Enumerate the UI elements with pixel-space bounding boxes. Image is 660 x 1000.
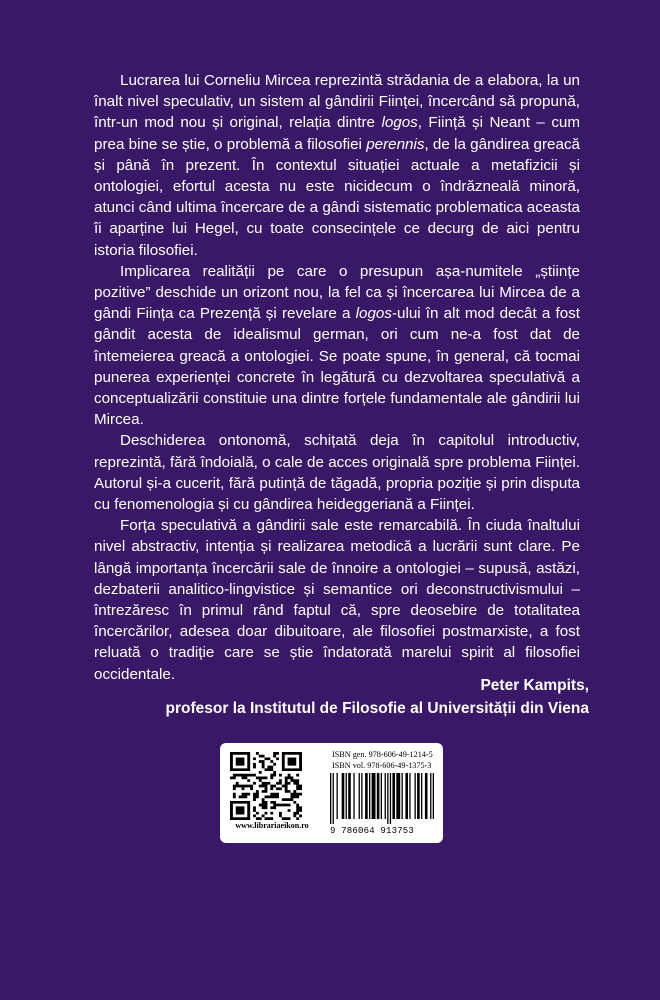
website-url: www.librariaeikon.ro [235, 821, 309, 830]
isbn-general: ISBN gen. 978-606-49-1214-5 [332, 750, 433, 759]
paragraph-4: Forța speculativă a gândirii sale este remarcabilă. În ciuda înaltului nivel abstractiv, intenția și realizarea metodică a lucrării sunt clare. Pe lângă importanța încercării sale de înnoire a ontologiei – supusă, astăzi, dezbaterii analitico-lingvistice și semantice ori deconstructivismului – întrezăresc în primul rând faptul că, spre deosebire de totalitatea încercărilor, adesea doar dibuitoare, ale filosofiei postmarxiste, a fost reluată o tradiție care se știe îndatorată marelui spirit al filosofiei occidentale. [94, 517, 580, 683]
signature-title: profesor la Institutul de Filosofie al Universității din Viena [165, 700, 589, 717]
author-signature [166, 674, 589, 720]
barcode-icon [328, 773, 434, 824]
signature-name: Peter Kampits, [480, 677, 589, 694]
italic-logos: logos [381, 114, 418, 132]
italic-perennis: perennis [366, 135, 425, 153]
back-cover-text [94, 70, 580, 685]
paragraph-3: Deschiderea ontonomă, schițată deja în capitolul introductiv, reprezintă, fără îndoială, o cale de acces originală spre problema Ființei. Autorul și-a cucerit, fără putință de tăgadă, propria poziție și prin disputa cu fenomenologia și cu gândirea heideggeriană a Ființei. [94, 432, 580, 514]
paragraph-1: Lucrarea lui Corneliu Mircea reprezintă strădania de a elabora, la un înalt nivel speculativ, un sistem al gândirii Ființei, încercând să propună, într-un mod nou și original, relația dintre logos, Ființă și Neant – cum prea bine se știe, o problemă a filosofiei perennis, de la gândirea greacă și până în prezent. În contextul situației actuale a metafizicii și ontologiei, efortul acesta nu este nicidecum o îndrăzneală minoră, atunci când ultima încercare de a gândi sistematic problematica aceasta îi aparține lui Hegel, cu toate consecințele ce decurg de aici pentru istoria filosofiei. [94, 72, 581, 259]
paragraph-2: Implicarea realității pe care o presupun așa-numitele „științe pozitive” deschide un orizont nou, la fel ca și încercarea lui Mircea de a gândi Ființa ca Prezență și revelare a logos-ului în alt mod decât a fost gândit acesta de idealismul german, ori cum ne-a fost dat de întemeierea greacă a ontologiei. Se poate spune, în general, că tocmai punerea experienței concrete în legătură cu dezvoltarea speculativă a conceptualizării constituie una dintre forțele fundamentale ale gândirii lui Mircea. [94, 262, 580, 429]
italic-logos-2: logos [355, 305, 392, 323]
barcode-panel [220, 743, 443, 843]
qr-code-icon [230, 752, 302, 820]
isbn-info [332, 750, 433, 771]
barcode-number: 9 786064 913753 [330, 826, 415, 836]
isbn-volume: ISBN vol. 978-606-49-1375-3 [332, 760, 432, 770]
